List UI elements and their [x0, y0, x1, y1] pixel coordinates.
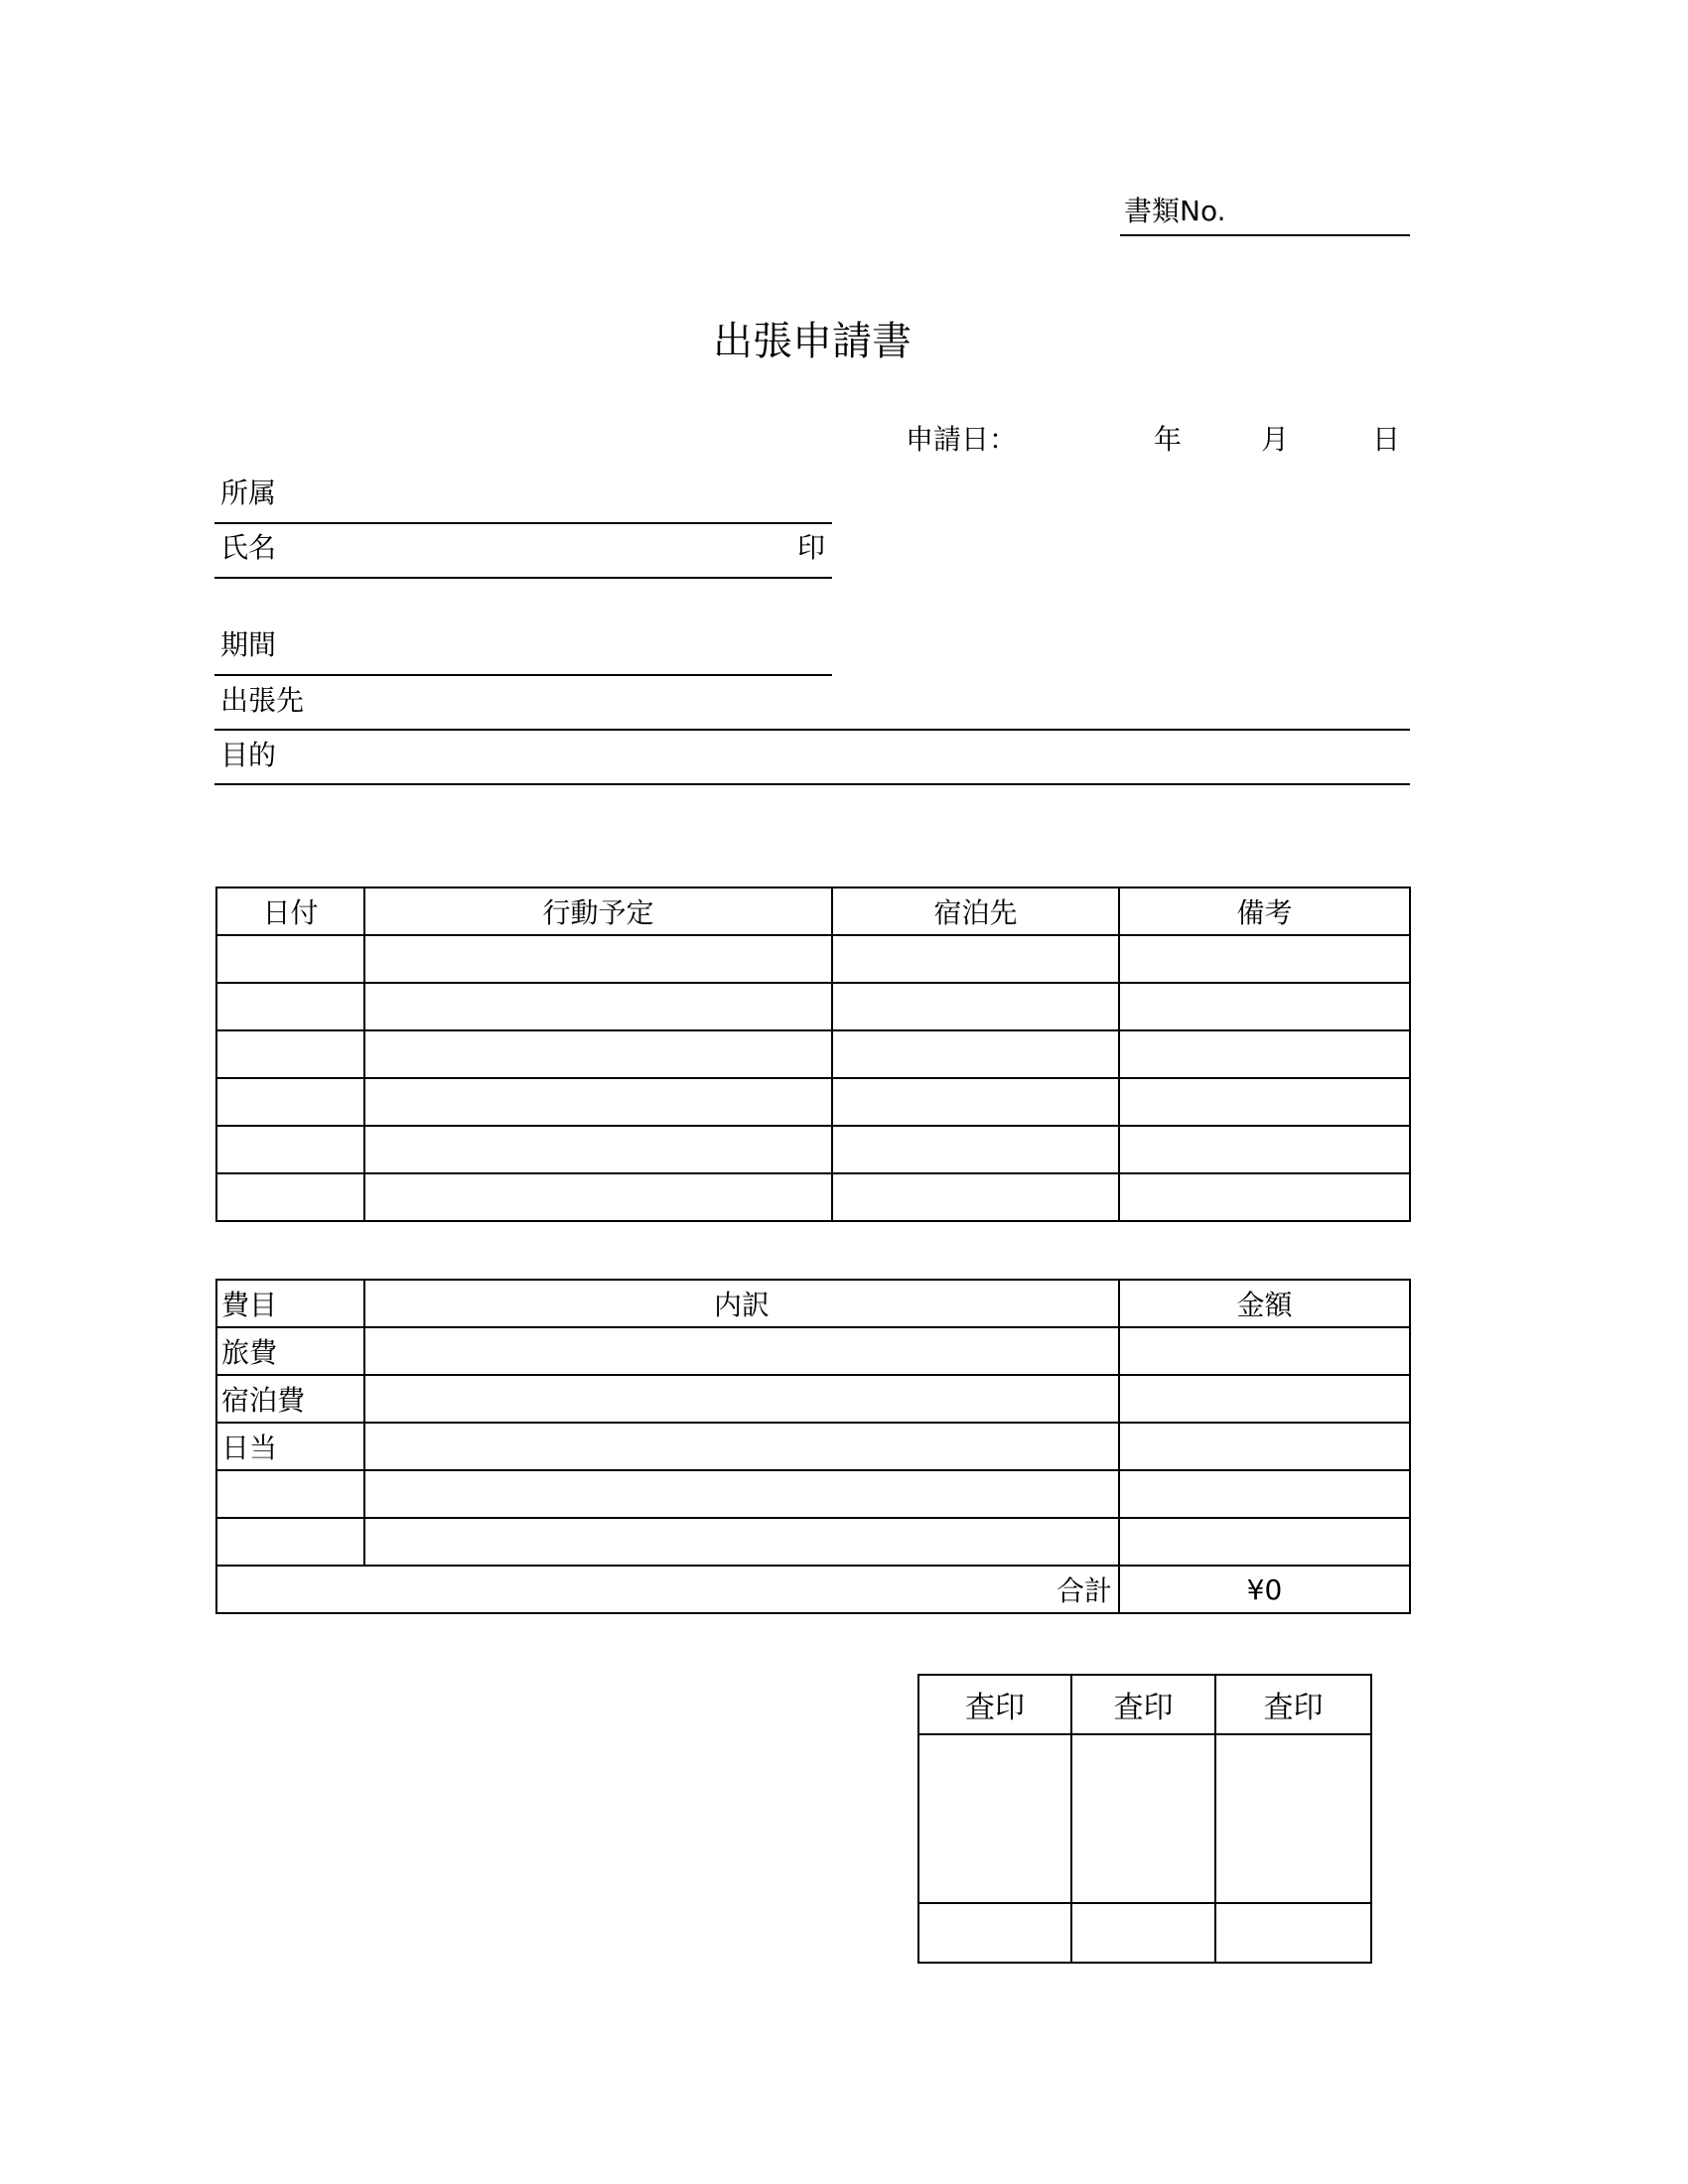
schedule-header-lodging: 宿泊先 [832, 887, 1119, 935]
doc-no-label: 書類No. [1124, 195, 1226, 227]
expense-category-lodging: 宿泊費 [216, 1375, 364, 1423]
expense-cell-amount[interactable] [1119, 1327, 1410, 1375]
period-field[interactable] [214, 674, 832, 676]
date-day-label: 日 [1372, 423, 1401, 456]
affiliation-field[interactable] [214, 522, 832, 524]
schedule-cell-lodging[interactable] [832, 935, 1119, 983]
destination-field[interactable] [214, 729, 1410, 731]
expense-cell-breakdown[interactable] [364, 1470, 1119, 1518]
schedule-cell-lodging[interactable] [832, 983, 1119, 1030]
schedule-cell-notes[interactable] [1119, 935, 1410, 983]
expenses-header-breakdown: 内訳 [364, 1280, 1119, 1327]
expense-cell-breakdown[interactable] [364, 1423, 1119, 1470]
approval-stamp-table [917, 1674, 1372, 1964]
purpose-field[interactable] [214, 783, 1410, 785]
stamp-box-3[interactable] [1215, 1734, 1371, 1903]
application-date-label: 申請日： [906, 423, 1018, 456]
expense-category-daily-allowance: 日当 [216, 1423, 364, 1470]
table-row [216, 1327, 1410, 1375]
schedule-cell-date[interactable] [216, 1126, 364, 1173]
stamp-box-row [918, 1734, 1371, 1903]
schedule-cell-plan[interactable] [364, 1173, 832, 1221]
table-row [216, 1173, 1410, 1221]
destination-label: 出張先 [220, 684, 305, 717]
stamp-header-1: 査印 [918, 1675, 1071, 1734]
schedule-cell-plan[interactable] [364, 983, 832, 1030]
schedule-header-notes: 備考 [1119, 887, 1410, 935]
schedule-cell-date[interactable] [216, 1030, 364, 1078]
stamp-box-1[interactable] [918, 1734, 1071, 1903]
expense-cell-amount[interactable] [1119, 1375, 1410, 1423]
schedule-cell-notes[interactable] [1119, 983, 1410, 1030]
schedule-cell-date[interactable] [216, 935, 364, 983]
schedule-cell-plan[interactable] [364, 1078, 832, 1126]
table-row [216, 1126, 1410, 1173]
name-label: 氏名 [220, 531, 277, 564]
seal-label: 印 [797, 531, 826, 564]
table-row [216, 935, 1410, 983]
schedule-cell-plan[interactable] [364, 935, 832, 983]
expenses-header-category: 費目 [216, 1280, 364, 1327]
schedule-cell-date[interactable] [216, 983, 364, 1030]
schedule-cell-lodging[interactable] [832, 1078, 1119, 1126]
stamp-date-row [918, 1903, 1371, 1963]
expenses-total-row [216, 1566, 1410, 1613]
table-row [216, 1423, 1410, 1470]
expenses-header-amount: 金額 [1119, 1280, 1410, 1327]
name-field[interactable] [214, 577, 832, 579]
schedule-cell-lodging[interactable] [832, 1173, 1119, 1221]
period-label: 期間 [220, 628, 277, 661]
schedule-cell-notes[interactable] [1119, 1173, 1410, 1221]
table-row [216, 1078, 1410, 1126]
table-row [216, 1470, 1410, 1518]
expense-category-cell[interactable] [216, 1470, 364, 1518]
stamp-date-1[interactable] [918, 1903, 1071, 1963]
expenses-header-row [216, 1280, 1410, 1327]
table-row [216, 1375, 1410, 1423]
schedule-cell-date[interactable] [216, 1078, 364, 1126]
stamp-header-2: 査印 [1071, 1675, 1215, 1734]
schedule-cell-notes[interactable] [1119, 1078, 1410, 1126]
expense-cell-amount[interactable] [1119, 1518, 1410, 1566]
schedule-header-date: 日付 [216, 887, 364, 935]
total-value: ¥0 [1119, 1566, 1410, 1613]
expenses-table [215, 1279, 1411, 1614]
schedule-header-row [216, 887, 1410, 935]
date-year-label: 年 [1154, 423, 1183, 456]
stamp-date-3[interactable] [1215, 1903, 1371, 1963]
expense-cell-breakdown[interactable] [364, 1327, 1119, 1375]
expense-cell-breakdown[interactable] [364, 1375, 1119, 1423]
purpose-label: 目的 [220, 739, 277, 771]
schedule-cell-date[interactable] [216, 1173, 364, 1221]
expense-category-cell[interactable] [216, 1518, 364, 1566]
schedule-cell-plan[interactable] [364, 1126, 832, 1173]
schedule-cell-notes[interactable] [1119, 1030, 1410, 1078]
expense-cell-amount[interactable] [1119, 1423, 1410, 1470]
schedule-table [215, 887, 1411, 1222]
page-title: 出張申請書 [713, 319, 912, 364]
expense-cell-amount[interactable] [1119, 1470, 1410, 1518]
expense-category-travel: 旅費 [216, 1327, 364, 1375]
stamp-date-2[interactable] [1071, 1903, 1215, 1963]
table-row [216, 1030, 1410, 1078]
schedule-cell-plan[interactable] [364, 1030, 832, 1078]
schedule-cell-lodging[interactable] [832, 1126, 1119, 1173]
stamp-box-2[interactable] [1071, 1734, 1215, 1903]
stamp-header-row [918, 1675, 1371, 1734]
date-month-label: 月 [1261, 423, 1290, 456]
stamp-header-3: 査印 [1215, 1675, 1371, 1734]
doc-no-field[interactable] [1120, 234, 1410, 236]
schedule-cell-lodging[interactable] [832, 1030, 1119, 1078]
table-row [216, 1518, 1410, 1566]
table-row [216, 983, 1410, 1030]
expense-cell-breakdown[interactable] [364, 1518, 1119, 1566]
affiliation-label: 所属 [220, 477, 277, 509]
schedule-header-plan: 行動予定 [364, 887, 832, 935]
total-label: 合計 [216, 1566, 1119, 1613]
schedule-cell-notes[interactable] [1119, 1126, 1410, 1173]
